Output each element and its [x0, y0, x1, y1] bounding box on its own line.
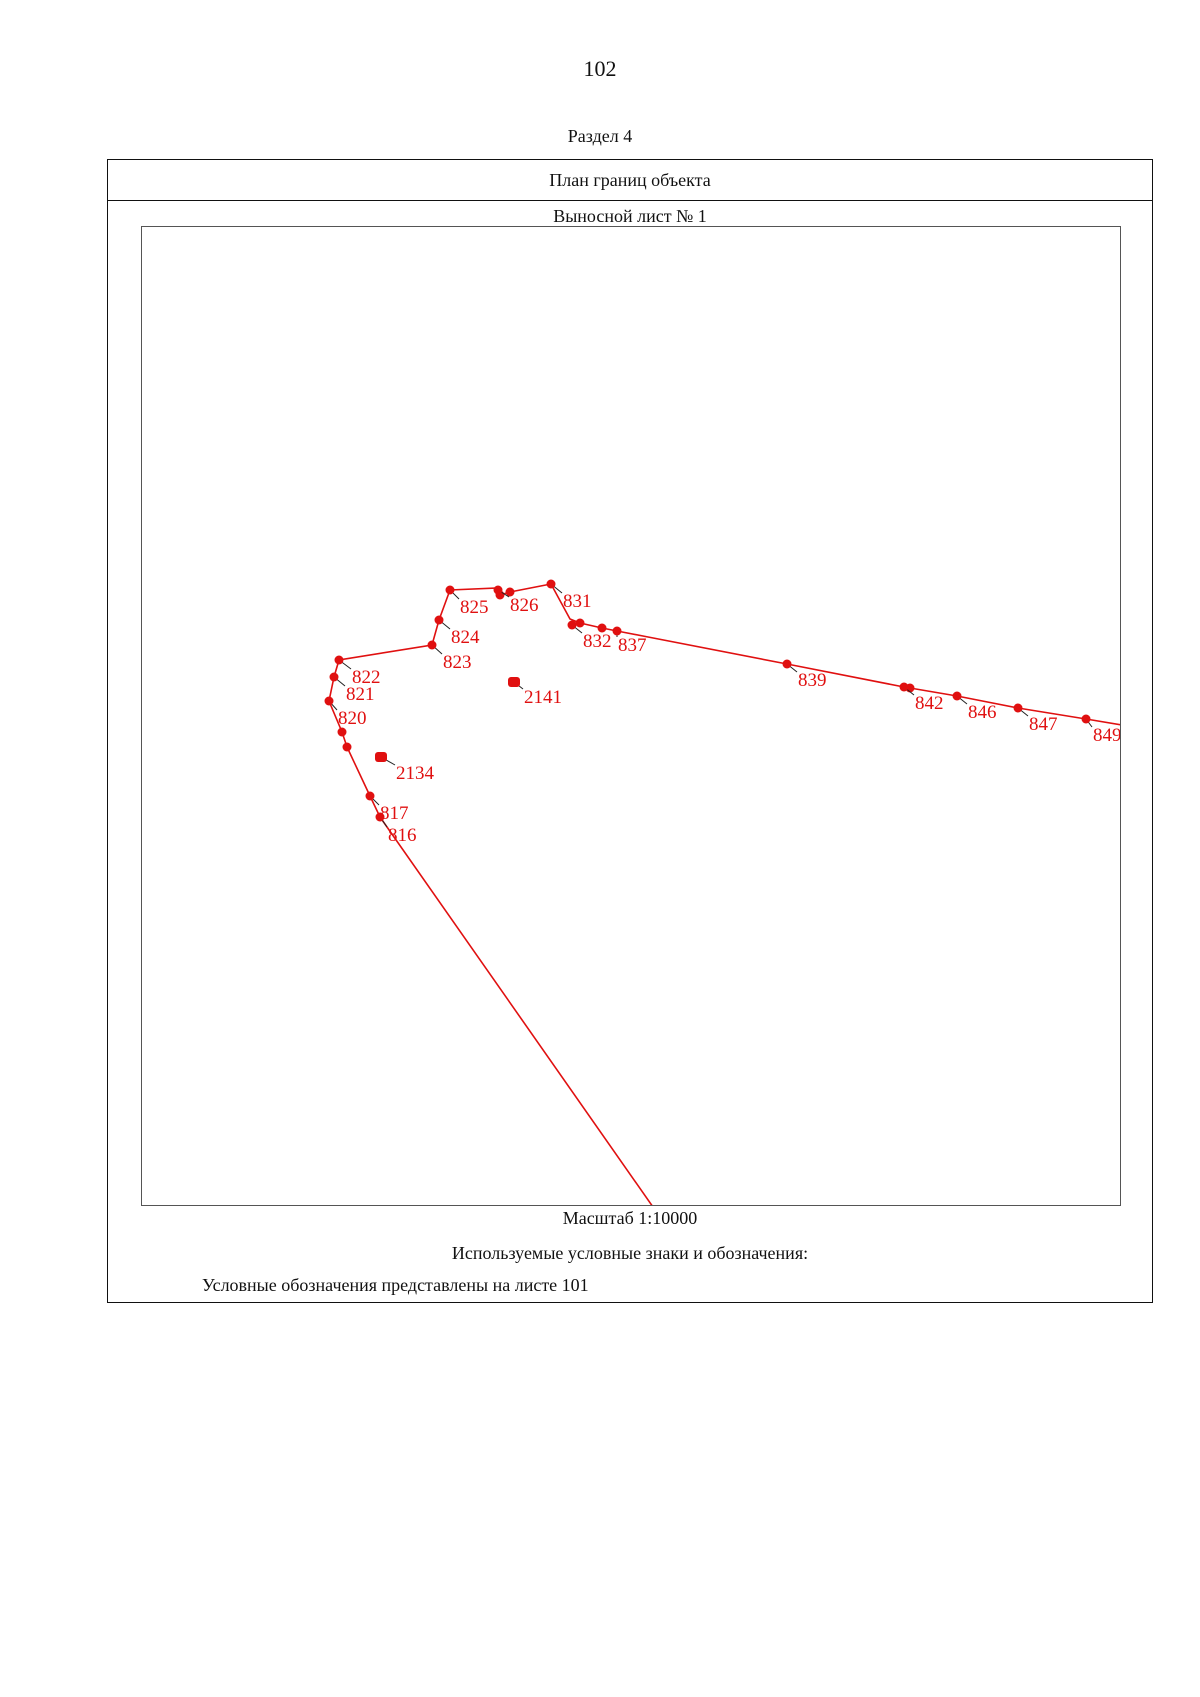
- boundary-map: [142, 227, 1121, 1206]
- point-label-2134: 2134: [396, 763, 434, 784]
- point-marker-824: [435, 616, 444, 625]
- point-marker-842: [900, 683, 909, 692]
- point-marker-822: [335, 656, 344, 665]
- point-label-832: 832: [583, 631, 612, 652]
- point-marker-831: [547, 580, 556, 589]
- point-marker-826: [494, 586, 503, 595]
- boundary-vertex: [343, 743, 352, 752]
- point-marker-825: [446, 586, 455, 595]
- point-label-831: 831: [563, 591, 592, 612]
- point-marker-820: [325, 697, 334, 706]
- point-label-842: 842: [915, 693, 944, 714]
- point-label-822: 822: [352, 667, 381, 688]
- point-label-826: 826: [510, 595, 539, 616]
- point-label-846: 846: [968, 702, 997, 723]
- point-label-837: 837: [618, 635, 647, 656]
- point-label-816: 816: [388, 825, 417, 846]
- point-marker-823: [428, 641, 437, 650]
- point-label-849: 849: [1093, 725, 1122, 746]
- point-marker-832: [568, 621, 577, 630]
- point-marker-2134: [375, 752, 387, 762]
- boundary-plan-frame: [107, 159, 1153, 1303]
- point-label-824: 824: [451, 627, 480, 648]
- point-label-820: 820: [338, 708, 367, 729]
- point-marker-849: [1082, 715, 1091, 724]
- point-label-2141: 2141: [524, 687, 562, 708]
- scale-text: Масштаб 1:10000: [562, 1208, 698, 1228]
- point-label-821: 821: [346, 684, 375, 705]
- point-label-839: 839: [798, 670, 827, 691]
- legend-title: Используемые условные знаки и обозначения:: [451, 1243, 809, 1263]
- sheet-title: Выносной лист № 1: [553, 206, 707, 226]
- point-marker-847: [1014, 704, 1023, 713]
- point-label-825: 825: [460, 597, 489, 618]
- point-label-817: 817: [380, 803, 409, 824]
- point-marker-2141: [508, 677, 520, 687]
- point-marker-817: [366, 792, 375, 801]
- point-marker-846: [953, 692, 962, 701]
- legend-note: Условные обозначения представлены на листе 101: [202, 1275, 589, 1295]
- page-number: 102: [583, 56, 617, 81]
- point-label-847: 847: [1029, 714, 1058, 735]
- boundary-line-south: [329, 584, 1121, 1206]
- point-marker-839: [783, 660, 792, 669]
- table-header: План границ объекта: [108, 160, 1152, 201]
- point-label-823: 823: [443, 652, 472, 673]
- boundary-vertex: [576, 619, 585, 628]
- point-marker-821: [330, 673, 339, 682]
- map-area: [141, 226, 1121, 1206]
- section-title: Раздел 4: [567, 126, 633, 146]
